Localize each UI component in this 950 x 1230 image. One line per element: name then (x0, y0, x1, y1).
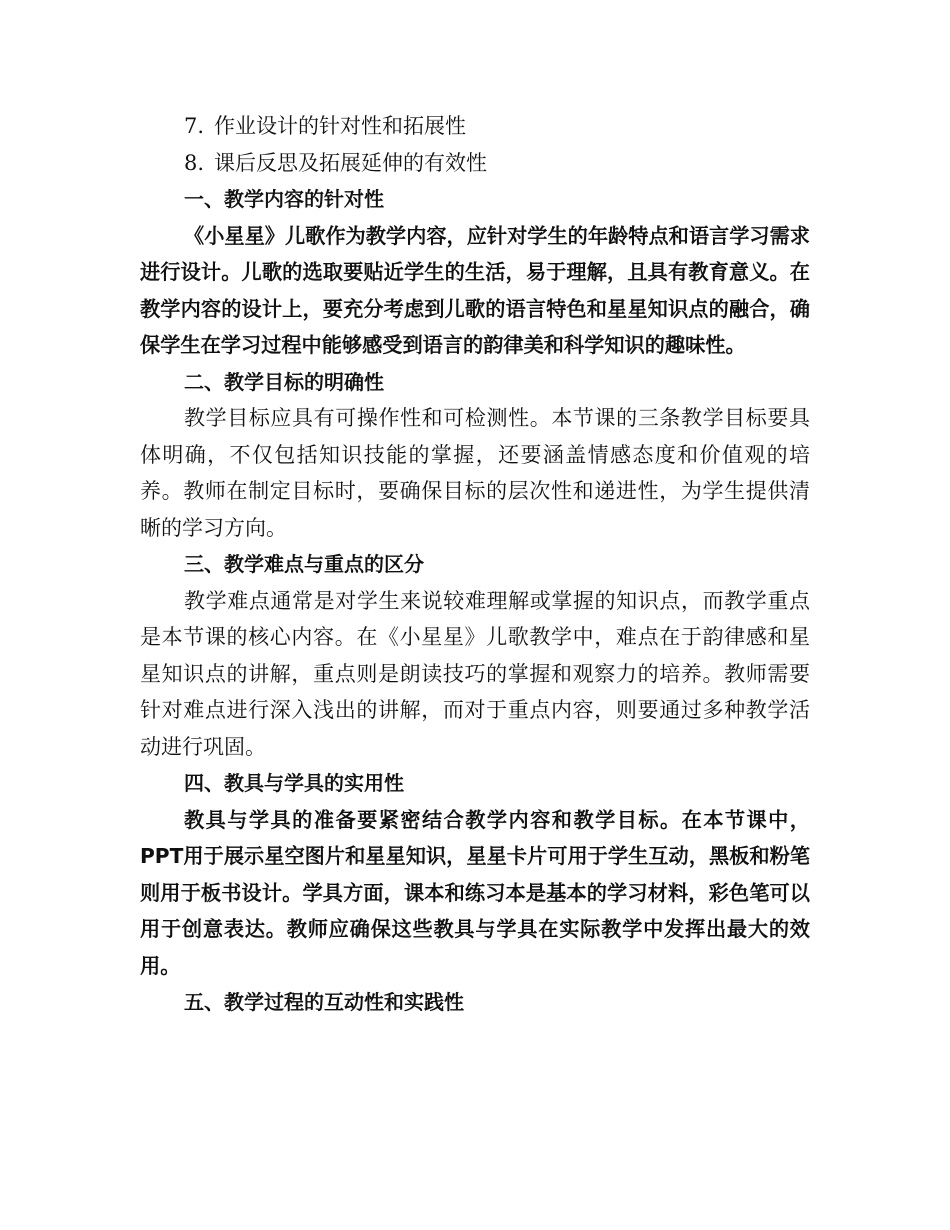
document-body (140, 108, 810, 1021)
list-item-number: 7. (184, 114, 205, 138)
section-paragraph: 《小星星》儿歌作为教学内容，应针对学生的年龄特点和语言学习需求进行设计。儿歌的选取要贴近学生的生活，易于理解，且具有教育意义。在教学内容的设计上，要充分考虑到儿歌的语言特色和星星知识点的融合，确保学生在学习过程中能够感受到语言的韵律美和科学知识的趣味性。 (140, 223, 810, 357)
list-item (140, 145, 810, 182)
section-heading: 一、教学内容的针对性 (184, 187, 384, 211)
section-heading: 五、教学过程的互动性和实践性 (184, 990, 464, 1014)
list-item-text: 课后反思及拓展延伸的有效性 (214, 150, 488, 175)
section-paragraph: 教学难点通常是对学生来说较难理解或掌握的知识点，而教学重点是本节课的核心内容。在《小星星》儿歌教学中，难点在于韵律感和星星知识点的讲解，重点则是朗读技巧的掌握和观察力的培养。教师需要针对难点进行深入浅出的讲解，而对于重点内容，则要通过多种教学活动进行巩固。 (140, 588, 810, 759)
section-paragraph: 教学目标应具有可操作性和可检测性。本节课的三条教学目标要具体明确，不仅包括知识技能的掌握，还要涵盖情感态度和价值观的培养。教师在制定目标时，要确保目标的层次性和递进性，为学生提供清晰的学习方向。 (140, 406, 810, 540)
section-paragraph: 教具与学具的准备要紧密结合教学内容和教学目标。在本节课中，PPT用于展示星空图片和星星知识，星星卡片可用于学生互动，黑板和粉笔则用于板书设计。学具方面，课本和练习本是基本的学习材料，彩色笔可以用于创意表达。教师应确保这些教具与学具在实际教学中发挥出最大的效用。 (140, 807, 810, 978)
list-item (140, 108, 810, 145)
list-item-number: 8. (184, 150, 205, 175)
section-heading: 三、教学难点与重点的区分 (184, 552, 424, 576)
list-item-text: 作业设计的针对性和拓展性 (214, 114, 467, 138)
section-heading: 四、教具与学具的实用性 (184, 771, 404, 795)
section-heading: 二、教学目标的明确性 (184, 369, 384, 394)
